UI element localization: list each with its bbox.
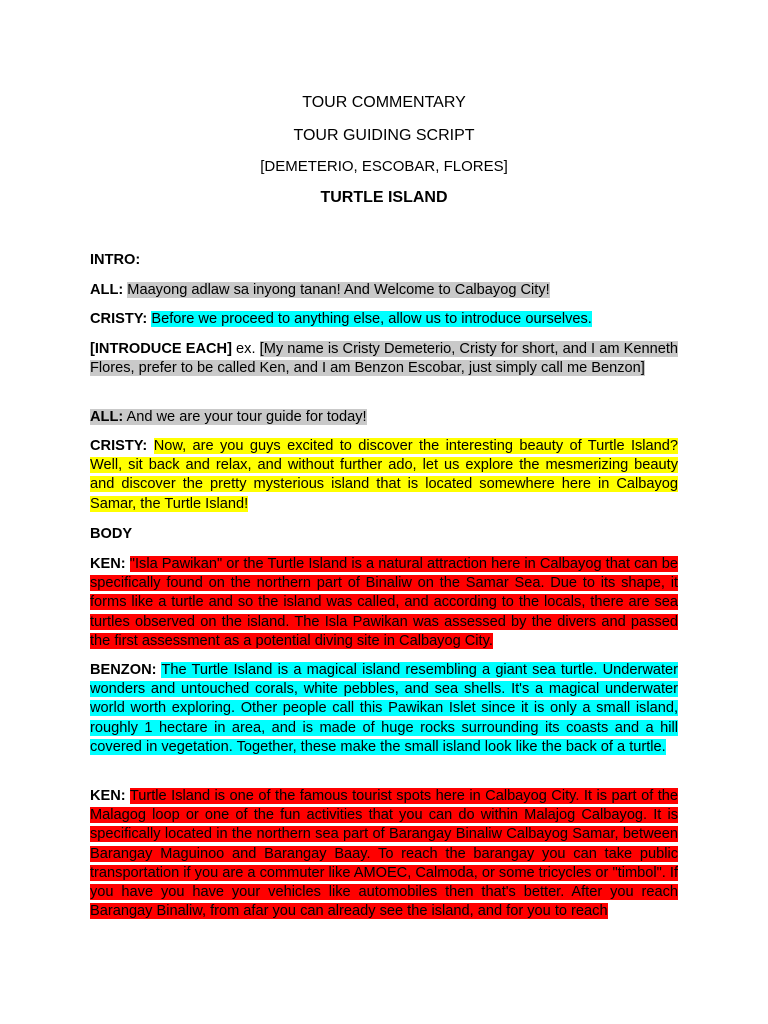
paragraph-all-welcome <box>90 281 678 300</box>
paragraph-all-tour-guide <box>90 408 678 427</box>
paragraph-text: Now, are you guys excited to discover the interesting beauty of Turtle Island? Well, sit back and relax, and without further ado, let us explore the mesmerizing beauty and discover the pretty mysterious island that is located somewhere here in Calbayog Samar, the Turtle Island! <box>90 438 679 512</box>
speaker-label: [INTRODUCE EACH] <box>90 341 232 357</box>
paragraph-introduce-each <box>90 340 678 378</box>
paragraph-prefix: ex. <box>231 341 260 357</box>
speaker-label: ALL: <box>90 282 124 298</box>
document-topic: TURTLE ISLAND <box>320 189 448 206</box>
paragraph-ken-isla-pawikan <box>90 555 678 651</box>
paragraph-text: Before we proceed to anything else, allow us to introduce ourselves. <box>151 311 592 327</box>
paragraph-ken-famous-spot <box>90 787 678 923</box>
paragraph-text: The Turtle Island is a magical island resembling a giant sea turtle. Underwater wonders and untouched corals, white pebbles, and sea shells. It's a magical underwater world worth exploring. Other people call this Pawikan Islet since it is only a small island, roughly 1 hectare in area, and is made of huge rocks surrounding its coasts and a hill covered in vegetation. Together, these make the small island look like the back of a turtle. <box>90 662 679 755</box>
document-title: TOUR COMMENTARY <box>302 94 466 111</box>
speaker-label: ALL: <box>90 409 124 425</box>
document-authors: [DEMETERIO, ESCOBAR, FLORES] <box>260 158 508 175</box>
paragraph-text: "Isla Pawikan" or the Turtle Island is a natural attraction here in Calbayog that can be specifically found on the northern part of Binaliw on the Samar Sea. Due to its shape, it forms like a turtle and so the island was called, and according to the locals, there are sea turtles observed on the island. The Isla Pawikan was assessed by the divers and passed the first assessment as a potential diving site in Calbayog City. <box>90 556 678 649</box>
speaker-label: KEN: <box>90 556 126 572</box>
paragraph-cristy-intro <box>90 310 678 329</box>
body-heading: BODY <box>90 526 133 542</box>
intro-heading: INTRO: <box>90 252 141 268</box>
speaker-label: BENZON: <box>90 662 157 678</box>
paragraph-benzon-magical <box>90 661 678 757</box>
paragraph-text: Turtle Island is one of the famous tourist spots here in Calbayog City. It is part of the Malagog loop or one of the fun activities that you can do within Malajog Calbayog. It is specifically located in the northern sea part of Barangay Binaliw Calbayog Samar, between Barangay Maguinoo and Barangay Baay. To reach the barangay you can take public transportation if you are a commuter like AMOEC, Calmoda, or some tricycles or "timbol". If you have you have your vehicles like automobiles then that's better. After you reach Barangay Binaliw, from afar you can already see the island, and for you to reach <box>90 788 678 920</box>
paragraph-text: And we are your tour guide for today! <box>123 409 367 425</box>
document-subtitle: TOUR GUIDING SCRIPT <box>293 127 475 144</box>
paragraph-text: [My name is Cristy Demeterio, Cristy for short, and I am Kenneth Flores, prefer to be called Ken, and I am Benzon Escobar, just simply call me Benzon] <box>90 341 678 377</box>
speaker-label: CRISTY: <box>90 311 148 327</box>
speaker-label: CRISTY: <box>90 438 148 454</box>
paragraph-cristy-excited <box>90 437 678 514</box>
speaker-label: KEN: <box>90 788 126 804</box>
paragraph-text: Maayong adlaw sa inyong tanan! And Welcome to Calbayog City! <box>127 282 550 298</box>
